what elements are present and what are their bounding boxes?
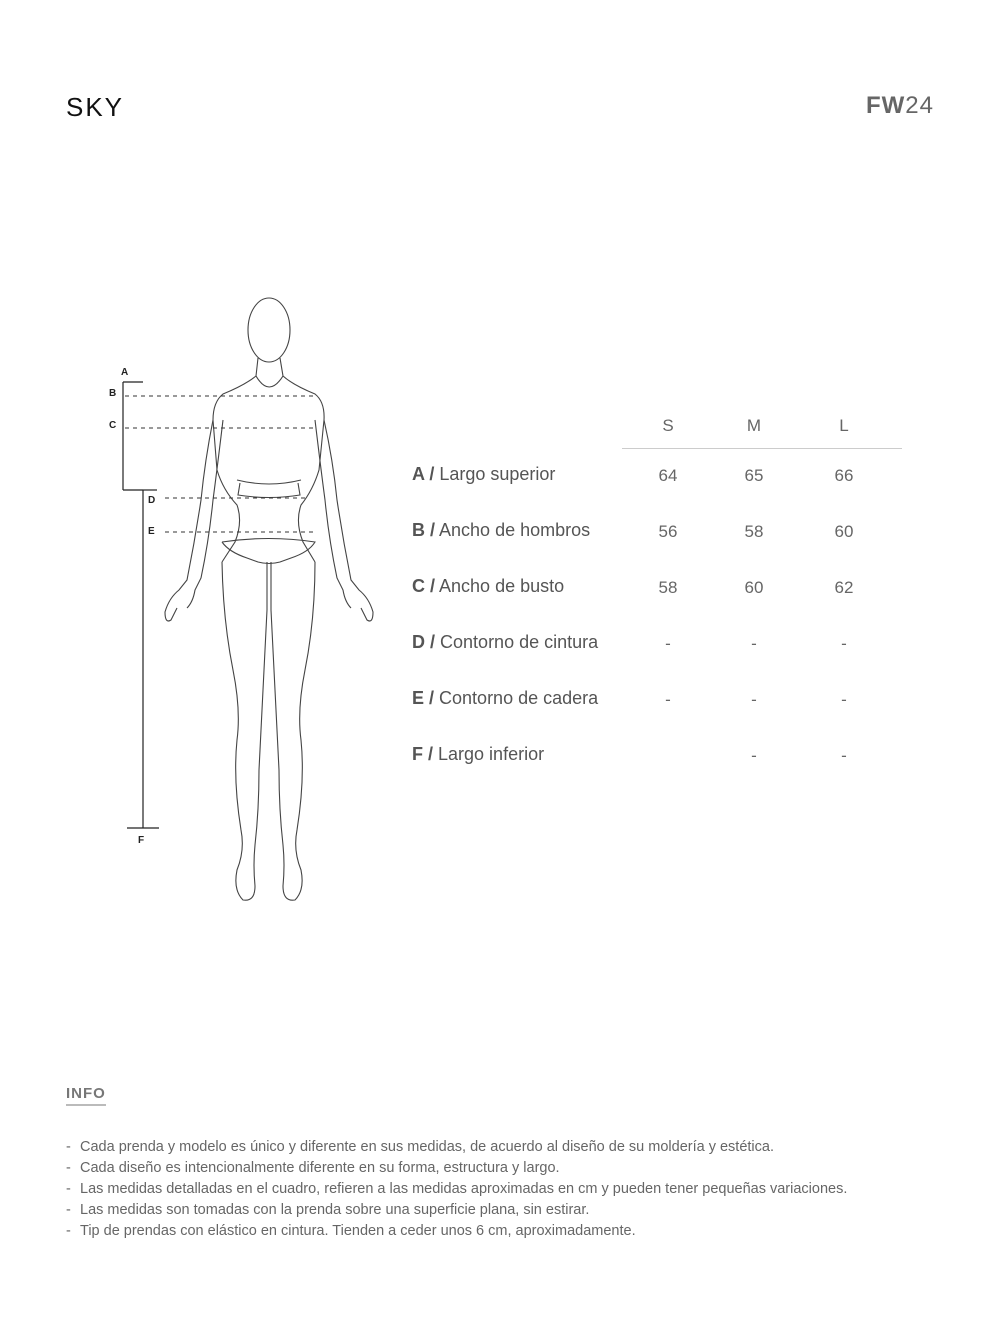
- mannequin-right-arm: [315, 420, 373, 621]
- brand-title: SKY: [66, 92, 125, 122]
- value-m: 60: [744, 578, 764, 597]
- list-item: - Las medidas son tomadas con la prenda sobre una superficie plana, sin estirar.: [66, 1202, 590, 1218]
- row-label: [412, 632, 598, 653]
- note-text: Las medidas son tomadas con la prenda sobre una superficie plana, sin estirar.: [80, 1202, 590, 1218]
- value-m: 58: [744, 522, 764, 541]
- mannequin-left-arm: [165, 420, 223, 621]
- value-s: -: [665, 690, 671, 709]
- row-label: [412, 688, 598, 709]
- row-letter: A /: [412, 464, 435, 484]
- table-row: [412, 561, 902, 617]
- list-item: - Las medidas detalladas en el cuadro, refieren a las medidas aproximadas en cm y pueden tener pequeñas variaciones.: [66, 1181, 848, 1197]
- row-name: Largo superior: [439, 464, 556, 484]
- row-label: [412, 744, 544, 765]
- row-label: [412, 576, 564, 597]
- row-name: Contorno de cadera: [439, 688, 599, 708]
- list-item: - Cada diseño es intencionalmente diferente en su forma, estructura y largo.: [66, 1160, 560, 1176]
- marker-f: F: [138, 835, 145, 846]
- marker-e: E: [148, 526, 155, 537]
- mannequin-torso: [213, 376, 324, 562]
- info-heading: INFO: [66, 1085, 106, 1106]
- table-row: [412, 449, 902, 505]
- value-l: -: [841, 634, 847, 653]
- marker-a: A: [121, 367, 129, 378]
- value-s: 58: [658, 578, 678, 597]
- table-row: [412, 673, 902, 729]
- size-header-m: M: [746, 416, 762, 435]
- row-name: Ancho de busto: [439, 576, 565, 596]
- row-label: [412, 520, 590, 541]
- info-notes: [66, 1137, 847, 1242]
- value-l: 60: [834, 522, 854, 541]
- marker-c: C: [109, 420, 117, 431]
- row-name: Ancho de hombros: [439, 520, 591, 540]
- value-m: -: [751, 690, 757, 709]
- value-s: 56: [658, 522, 678, 541]
- season-label: [866, 92, 934, 120]
- size-header-s: S: [662, 416, 674, 435]
- row-letter: B /: [412, 520, 436, 540]
- value-m: -: [751, 634, 757, 653]
- table-row: [412, 505, 902, 561]
- list-item: - Cada prenda y modelo es único y diferente en sus medidas, de acuerdo al diseño de su moldería y estética.: [66, 1139, 774, 1155]
- value-l: -: [841, 690, 847, 709]
- mannequin-right-leg: [271, 562, 315, 900]
- value-l: 62: [834, 578, 854, 597]
- row-letter: D /: [412, 632, 436, 652]
- row-letter: F /: [412, 744, 433, 764]
- value-s: 64: [658, 466, 678, 485]
- note-text: Las medidas detalladas en el cuadro, refieren a las medidas aproximadas en cm y pueden tener pequeñas variaciones.: [80, 1181, 848, 1197]
- list-item: - Tip de prendas con elástico en cintura. Tienden a ceder unos 6 cm, aproximadamente.: [66, 1223, 636, 1239]
- mannequin-left-leg: [222, 562, 267, 900]
- marker-b: B: [109, 388, 117, 399]
- season-code: FW: [865, 92, 906, 119]
- row-letter: C /: [412, 576, 436, 596]
- note-text: Cada prenda y modelo es único y diferente en sus medidas, de acuerdo al diseño de su moldería y estética.: [80, 1139, 774, 1155]
- table-row: [412, 729, 902, 785]
- size-table-header: [622, 410, 902, 449]
- row-label: [412, 464, 555, 485]
- mannequin-figure: [95, 290, 395, 910]
- value-m: 65: [744, 466, 764, 485]
- row-letter: E /: [412, 688, 435, 708]
- value-l: 66: [834, 466, 854, 485]
- note-text: Tip de prendas con elástico en cintura. Tienden a ceder unos 6 cm, aproximadamente.: [80, 1223, 636, 1239]
- size-header-l: L: [839, 416, 849, 435]
- value-s: -: [665, 634, 671, 653]
- season-year: 24: [905, 92, 934, 119]
- mannequin-head: [248, 298, 290, 362]
- size-table: [412, 410, 902, 785]
- value-m: -: [751, 746, 757, 765]
- marker-d: D: [148, 495, 156, 506]
- table-row: [412, 617, 902, 673]
- value-l: -: [841, 746, 847, 765]
- row-name: Largo inferior: [438, 744, 545, 764]
- note-text: Cada diseño es intencionalmente diferente en su forma, estructura y largo.: [80, 1160, 560, 1176]
- row-name: Contorno de cintura: [440, 632, 599, 652]
